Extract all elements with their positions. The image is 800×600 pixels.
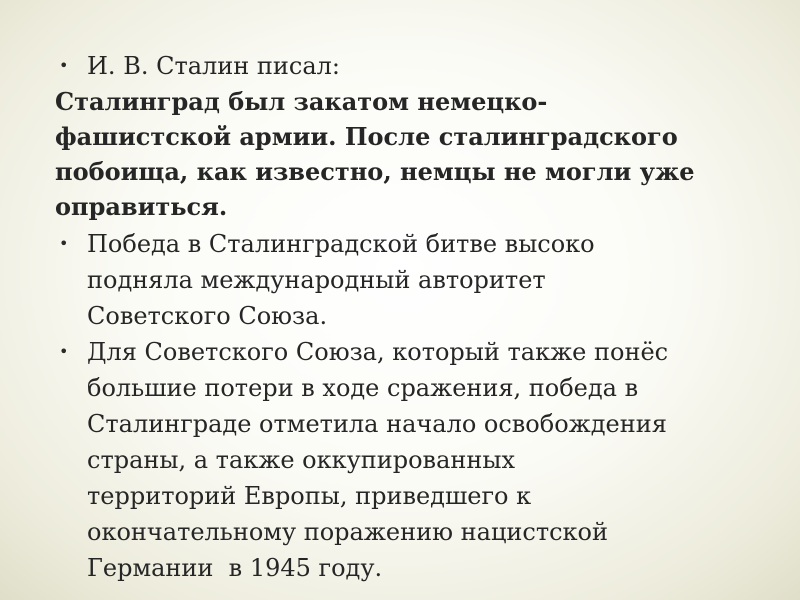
bullet-item-liberation [55, 334, 755, 586]
bullet-line: территорий Европы, приведшего к [87, 482, 532, 510]
slide-content [55, 48, 755, 586]
bullet-icon: • [59, 234, 69, 253]
bullet-line: Советского Союза. [87, 302, 328, 330]
quote-line: оправиться. [55, 192, 228, 221]
bullet-line: страны, а также оккупированных [87, 446, 516, 474]
stalin-quote [55, 84, 755, 224]
bullet-icon: • [59, 342, 69, 361]
bullet-line: подняла международный авторитет [87, 266, 546, 294]
author-line: И. В. Сталин писал: [87, 52, 340, 80]
bullet-line: Для Советского Союза, который также понёс [87, 338, 669, 366]
bullet-item-prestige [55, 226, 755, 334]
bullet-icon: • [59, 56, 69, 75]
bullet-line: Сталинграде отметила начало освобождения [87, 410, 667, 438]
quote-line: фашистской армии. После сталинградского [55, 122, 678, 151]
bullet-line: большие потери в ходе сражения, победа в [87, 374, 639, 402]
quote-line: Сталинград был закатом немецко- [55, 87, 548, 116]
bullet-line: окончательному поражению нацистской [87, 518, 608, 546]
bullet-line: Германии в 1945 году. [87, 554, 383, 582]
bullet-line: Победа в Сталинградской битве высоко [87, 230, 595, 258]
bullet-item-author [55, 48, 755, 84]
quote-line: побоища, как известно, немцы не могли уже [55, 157, 695, 186]
